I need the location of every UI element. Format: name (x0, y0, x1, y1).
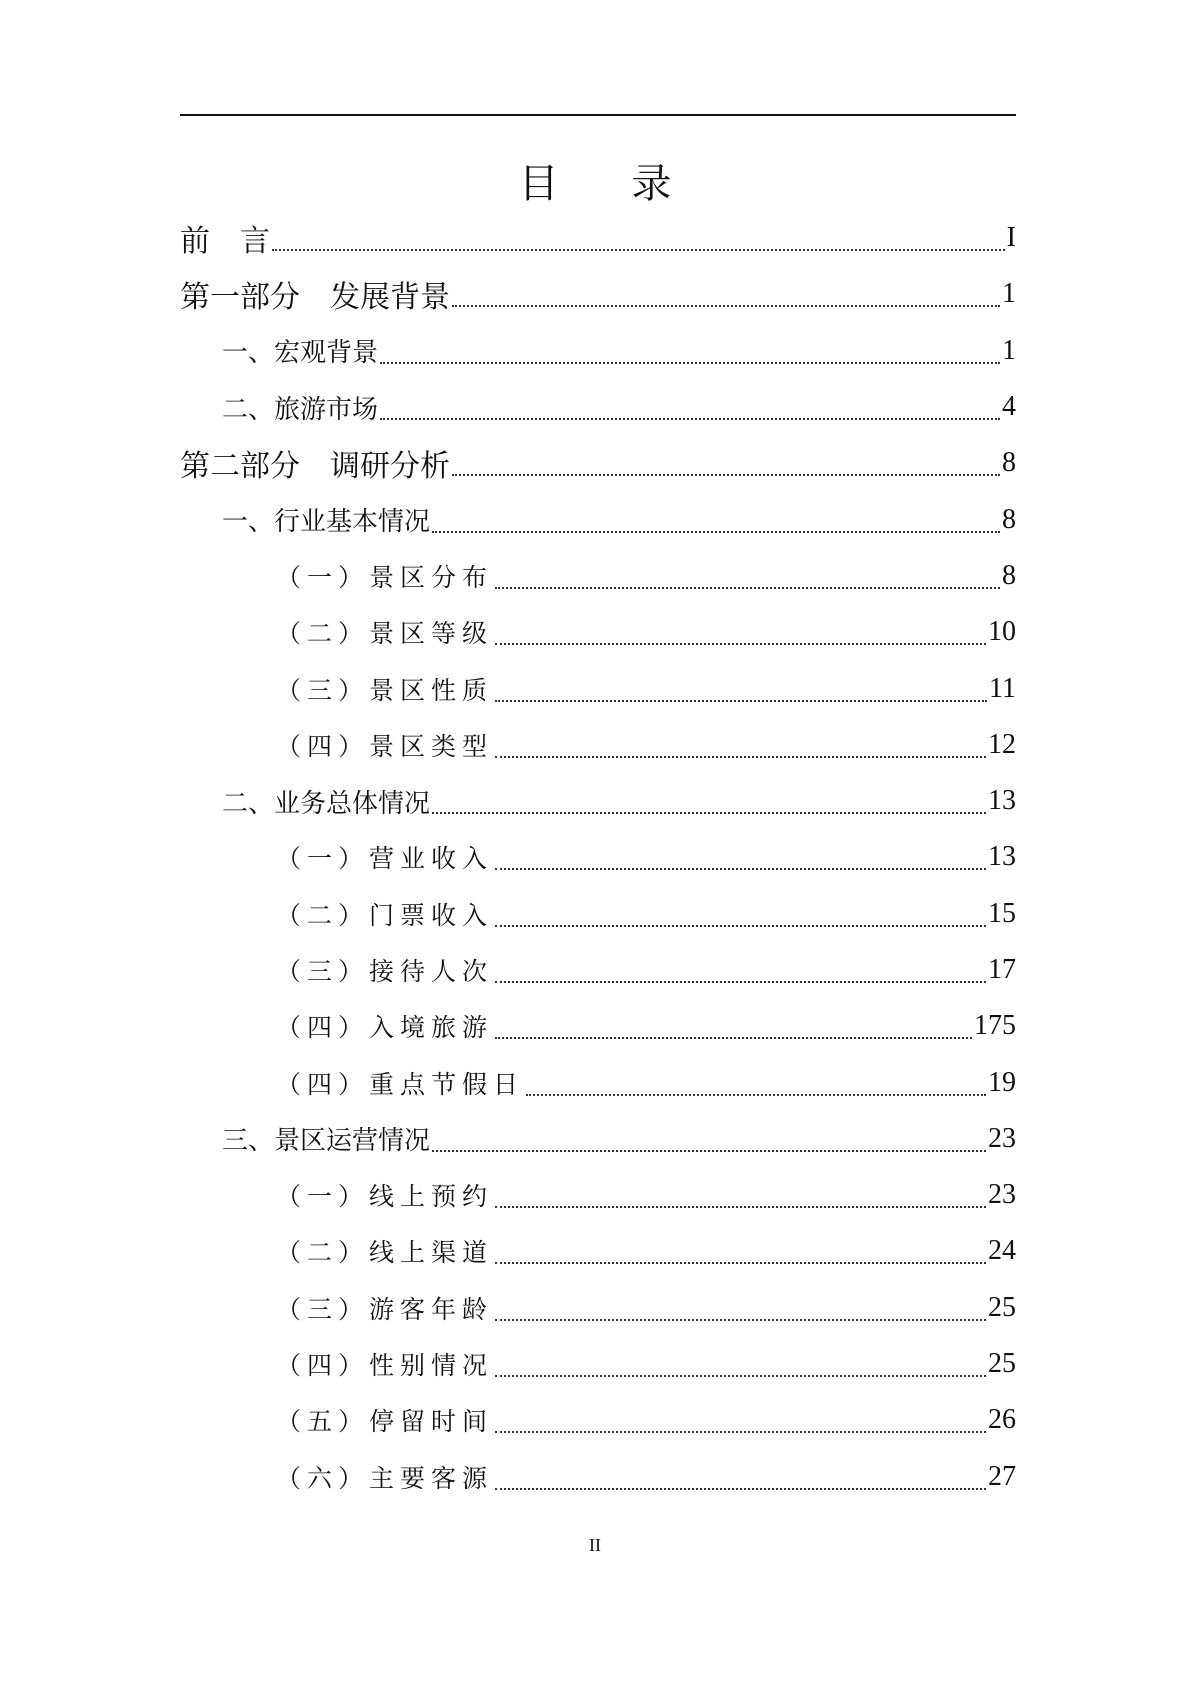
toc-entry-label: 三、景区运营情况 (222, 1126, 431, 1157)
toc-entry-label: （四）重点节假日 (276, 1069, 525, 1099)
toc-entry[interactable] (180, 266, 1016, 322)
toc-entry-label: （二）门票收入 (276, 900, 494, 930)
toc-entry-label: （二）线上渠道 (276, 1238, 494, 1268)
toc-entry-page: 24 (988, 1235, 1016, 1267)
dot-leader (452, 305, 1000, 307)
toc-entry-label: （三）接待人次 (276, 957, 494, 986)
toc-entry[interactable] (180, 323, 1016, 379)
toc-entry-label: 第二部分 调研分析 (180, 449, 450, 485)
dot-leader (432, 1150, 986, 1152)
toc-entry-label: 一、宏观背景 (222, 338, 379, 369)
toc-entry-page: 8 (1002, 503, 1016, 535)
toc-entry[interactable] (180, 1223, 1016, 1279)
dot-leader (495, 1206, 986, 1208)
toc-entry[interactable] (180, 942, 1016, 998)
toc-entry-page: 8 (1002, 447, 1016, 479)
toc-entry[interactable] (180, 491, 1016, 547)
toc-entry[interactable] (180, 1392, 1016, 1448)
toc-entry[interactable] (180, 435, 1016, 491)
toc-entry-label: （一）景区分布 (276, 562, 494, 592)
toc-entry[interactable] (180, 717, 1016, 773)
toc-entry-page: 4 (1002, 391, 1016, 423)
toc-entry[interactable] (180, 1167, 1016, 1223)
page-number: II (589, 1535, 601, 1555)
dot-leader (495, 756, 986, 758)
toc-entry-page: 11 (989, 672, 1016, 704)
toc-entry[interactable] (180, 886, 1016, 942)
dot-leader (495, 1262, 986, 1264)
toc-entry-label: （六）主要客源 (276, 1463, 494, 1493)
toc-entry-label: （四）入境旅游 (276, 1013, 494, 1043)
toc-entry-page: 23 (988, 1122, 1016, 1154)
toc-title: 目 录 (518, 161, 702, 207)
dot-leader (495, 1488, 986, 1490)
dot-leader (495, 700, 987, 702)
toc-entry[interactable] (180, 1449, 1016, 1505)
dot-leader (495, 1431, 986, 1433)
toc-entry-label: 一、行业基本情况 (222, 507, 431, 538)
toc-entry[interactable] (180, 604, 1016, 660)
toc-entry-page: 27 (988, 1460, 1016, 1492)
dot-leader (495, 1319, 986, 1321)
toc-entry[interactable] (180, 1054, 1016, 1110)
toc-entry-label: 二、旅游市场 (222, 394, 379, 425)
toc-entry[interactable] (180, 660, 1016, 716)
dot-leader (380, 418, 1000, 420)
header-rule (180, 114, 1016, 116)
dot-leader (495, 587, 1000, 589)
toc-entry-page: 13 (988, 841, 1016, 873)
dot-leader (495, 868, 986, 870)
table-of-contents (180, 210, 1016, 1505)
toc-entry-page: 175 (974, 1010, 1016, 1042)
dot-leader (432, 531, 1000, 533)
toc-entry-page: 26 (988, 1404, 1016, 1436)
toc-entry[interactable] (180, 1280, 1016, 1336)
dot-leader (272, 249, 1005, 251)
toc-entry-page: 1 (1002, 278, 1016, 310)
toc-entry[interactable] (180, 210, 1016, 266)
toc-entry-page: 17 (988, 954, 1016, 985)
toc-entry-label: 前 言 (180, 224, 270, 260)
toc-entry-page: 12 (988, 728, 1016, 760)
toc-entry-label: 第一部分 发展背景 (180, 280, 450, 316)
toc-entry-page: 19 (988, 1066, 1016, 1098)
toc-entry-label: （一）营业收入 (276, 844, 494, 874)
toc-entry[interactable] (180, 998, 1016, 1054)
dot-leader (380, 362, 1000, 364)
toc-entry-label: （四）性别情况 (276, 1351, 494, 1381)
dot-leader (495, 643, 986, 645)
dot-leader (495, 925, 986, 927)
toc-entry-page: 10 (988, 616, 1016, 648)
toc-entry[interactable] (180, 379, 1016, 435)
dot-leader (452, 474, 1000, 476)
toc-entry[interactable] (180, 1336, 1016, 1392)
toc-entry-label: （一）线上预约 (276, 1182, 494, 1212)
toc-entry-page: 25 (988, 1291, 1016, 1323)
dot-leader (495, 981, 986, 983)
toc-entry[interactable] (180, 1111, 1016, 1167)
toc-entry-page: 25 (988, 1348, 1016, 1380)
dot-leader (526, 1094, 986, 1096)
toc-entry-label: （三）游客年龄 (276, 1294, 494, 1324)
dot-leader (432, 812, 986, 814)
toc-entry-page: 13 (988, 785, 1016, 817)
toc-entry[interactable] (180, 773, 1016, 829)
toc-entry[interactable] (180, 548, 1016, 604)
toc-entry-label: 二、业务总体情况 (222, 788, 431, 819)
toc-entry-page: 15 (988, 897, 1016, 929)
toc-entry-page: 1 (1002, 334, 1016, 366)
dot-leader (495, 1375, 986, 1377)
toc-entry-label: （五）停留时间 (276, 1407, 494, 1437)
toc-entry-label: （三）景区性质 (276, 675, 494, 705)
toc-entry-label: （二）景区等级 (276, 619, 494, 649)
toc-entry-page: 23 (988, 1179, 1016, 1211)
toc-entry-label: （四）景区类型 (276, 731, 494, 761)
dot-leader (495, 1037, 972, 1039)
toc-entry[interactable] (180, 829, 1016, 885)
toc-entry-page: 8 (1002, 559, 1016, 591)
toc-entry-page: I (1006, 222, 1016, 254)
